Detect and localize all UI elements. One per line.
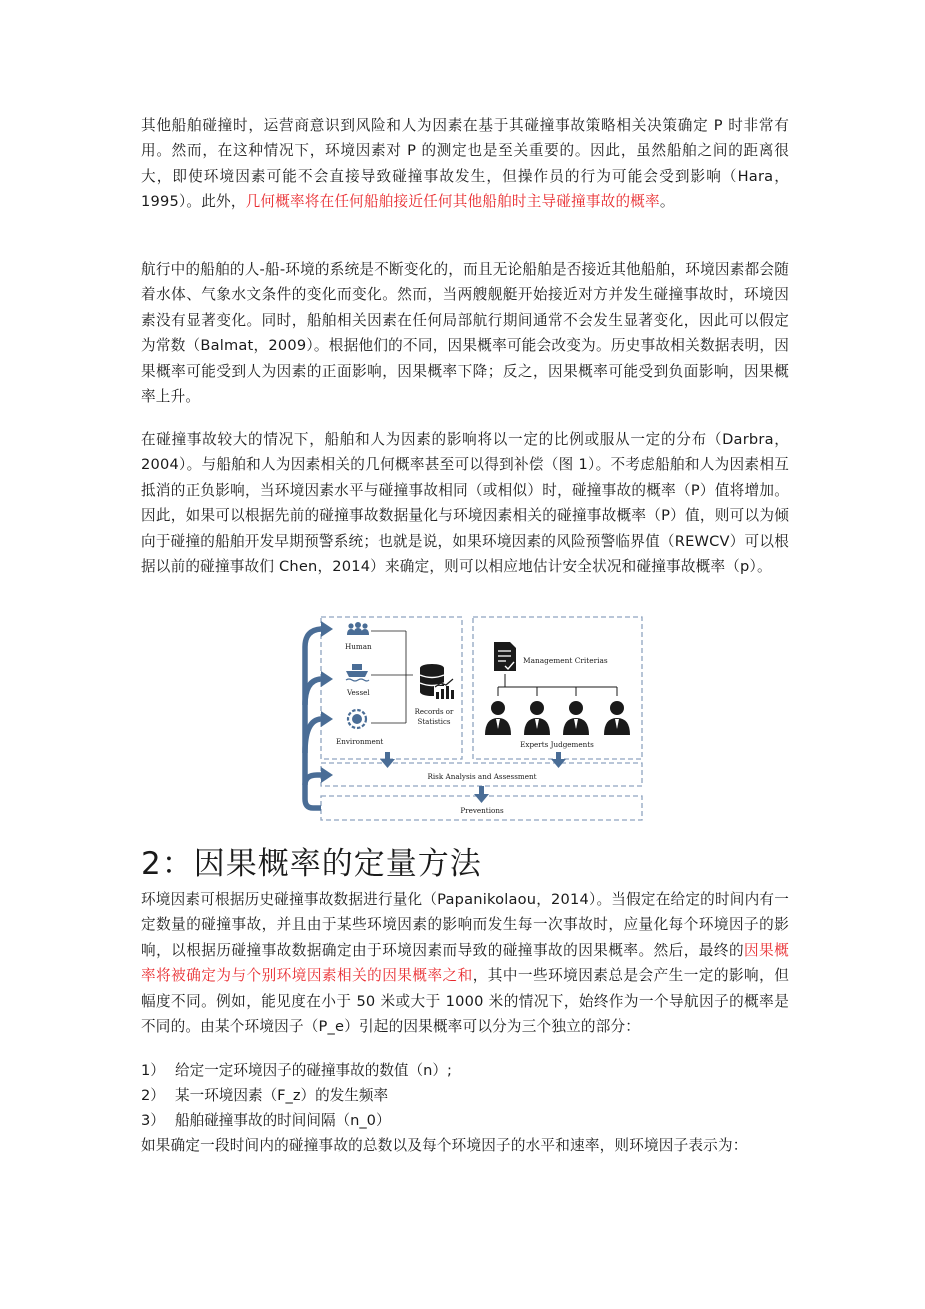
list-item-text: 船舶碰撞事故的时间间隔（n_0） [175, 1112, 391, 1129]
environment-label: Environment [336, 737, 384, 746]
records-label: Records or [414, 708, 454, 716]
section-2-paragraph-1-start: 环境因素可根据历史碰撞事故数据进行量化（Papanikolaou，2014）。当假定在给定的时间内有一定数量的碰撞事故，并且由于某些环境因素的影响而发生每一次事故时，应量化每个环境因子的影响，以根据历碰撞事故数据确定由于环境因素而导致的碰撞事故的因果概率。然后，最终的 [141, 891, 789, 959]
list-item-number: 1） [141, 1062, 165, 1079]
list-item-text: 给定一定环境因子的碰撞事故的数值（n）; [175, 1062, 452, 1079]
section-heading: 2：因果概率的定量方法 [141, 846, 482, 882]
list-item [141, 1108, 391, 1133]
list-item-text: 某一环境因素（F_z）的发生频率 [175, 1087, 389, 1104]
list-item-number: 2） [141, 1087, 165, 1104]
preventions-label: Preventions [460, 806, 504, 815]
paragraph-3: 在碰撞事故较大的情况下，船舶和人为因素的影响将以一定的比例或服从一定的分布（Darbra，2004）。与船舶和人为因素相关的几何概率甚至可以得到补偿（图 1）。不考虑船舶和人为因素相互抵消的正负影响，当环境因素水平与碰撞事故相同（或相似）时，碰撞事故的概率（P）值将增加。因此，如果可以根据先前的碰撞事故数据量化与环境因素相关的碰撞事故概率（P）值，则可以为倾向于碰撞的船舶开发早期预警系统；也就是说，如果环境因素的风险预警临界值（REWCV）可以根据以前的碰撞事故们 Chen，2014）来确定，则可以相应地估计安全状况和碰撞事故概率（p）。 [141, 431, 789, 576]
paragraph-1 [141, 113, 789, 215]
statistics-label: Statistics [417, 718, 451, 726]
section-2-paragraph-2: 如果确定一段时间内的碰撞事故的总数以及每个环境因子的水平和速率，则环境因子表示为： [141, 1137, 748, 1154]
paragraph-2: 航行中的船舶的人-船-环境的系统是不断变化的，而且无论船舶是否接近其他船舶，环境因素都会随着水体、气象水文条件的变化而变化。然而，当两艘舰艇开始接近对方并发生碰撞事故时，环境因素没有显著变化。同时，船舶相关因素在任何局部航行期间通常不会发生显著变化，因此可以假定为常数（Balmat，2009）。根据他们的不同，因果概率可能会改变为。历史事故相关数据表明，因果概率可能受到人为因素的正面影响，因果概率下降；反之，因果概率可能受到负面影响，因果概率上升。 [141, 261, 789, 406]
document-icon [494, 642, 516, 671]
management-label: Management Criterias [523, 656, 608, 665]
paragraph-1-text: 其他船舶碰撞时，运营商意识到风险和人为因素在基于其碰撞事故策略相关决策确定 P 时非常有用。然而，在这种情况下，环境因素对 P 的测定也是至关重要的。因此，虽然船舶之间的距离很大，即使环境因素可能不会直接导致碰撞事故发生，但操作员的行为可能会受到影响（Hara，1995）。此外， [141, 117, 789, 211]
list-item [141, 1058, 452, 1083]
human-label: Human [345, 642, 372, 651]
section-2-paragraph-1 [141, 887, 789, 1039]
vessel-label: Vessel [347, 688, 370, 697]
experts-label: Experts Judgements [520, 740, 594, 749]
paragraph-1-end: 。 [659, 193, 675, 211]
risk-analysis-label: Risk Analysis and Assessment [427, 772, 537, 781]
section-2-paragraph-1-end: ，其中一些环境因素总是会产生一定的影响，但幅度不同。例如，能见度在小于 50 米或大于 1000 米的情况下，始终作为一个导航因子的概率是不同的。由某个环境因子（P_e）引起的因果概率可以分为三个独立的部分： [141, 967, 790, 1036]
list-item [141, 1083, 388, 1108]
human-icon [347, 622, 369, 635]
section-2-paragraph-1-highlight: 因果概率将被确定为与个别环境因素相关的因果概率之和 [141, 941, 789, 985]
risk-framework-figure [301, 613, 646, 827]
list-item-number: 3） [141, 1112, 165, 1129]
paragraph-1-highlight: 几何概率将在任何船舶接近任何其他船舶时主导碰撞事故的概率 [245, 193, 660, 211]
